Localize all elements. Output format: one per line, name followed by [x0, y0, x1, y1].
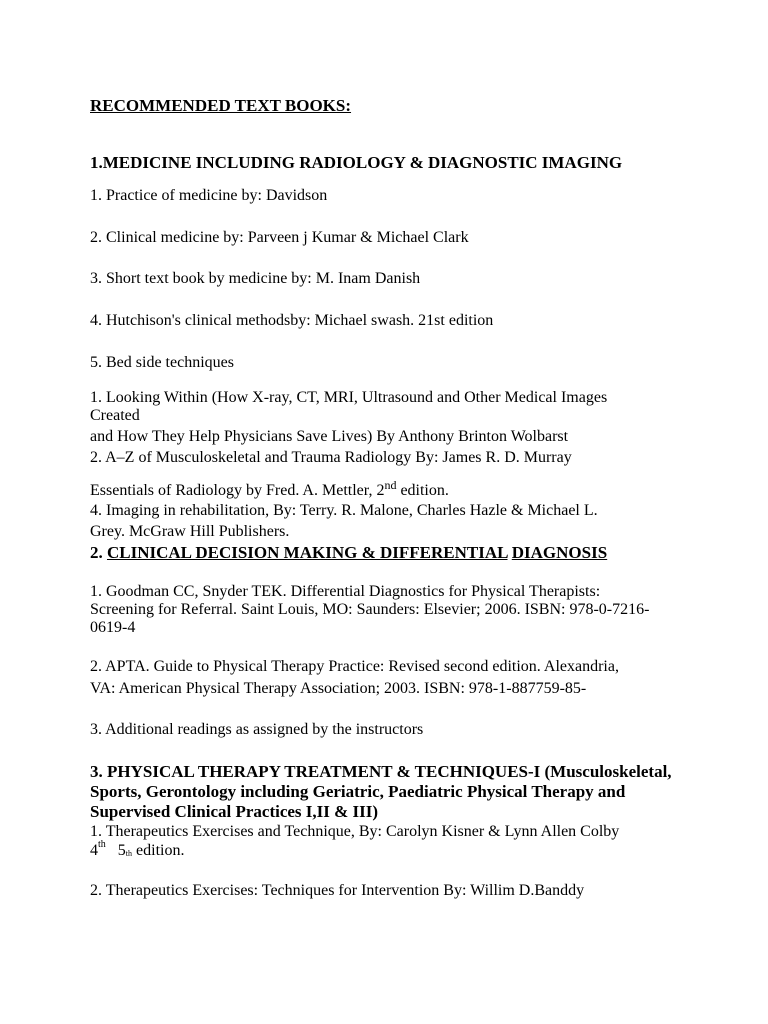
list-item: 2. Clinical medicine by: Parveen j Kumar & Michael Clark	[90, 229, 469, 246]
list-item: 2. APTA. Guide to Physical Therapy Practice: Revised second edition. Alexandria,	[90, 658, 619, 675]
list-item-continuation: 0619-4	[90, 619, 136, 636]
list-item: 1. Therapeutics Exercises and Technique, By: Carolyn Kisner & Lynn Allen Colby	[90, 823, 620, 840]
page-title: RECOMMENDED TEXT BOOKS:	[90, 96, 352, 115]
section-heading-pt-treatment: 3. PHYSICAL THERAPY TREATMENT & TECHNIQUES-I (Musculoskeletal,	[90, 762, 672, 781]
list-item: 1. Practice of medicine by: Davidson	[90, 187, 328, 204]
section-heading-medicine: 1.MEDICINE INCLUDING RADIOLOGY & DIAGNOSTIC IMAGING	[90, 153, 623, 172]
item-text: edition.	[396, 482, 449, 499]
list-item: 4. Imaging in rehabilitation, By: Terry. R. Malone, Charles Hazle & Michael L.	[90, 502, 598, 519]
list-item	[90, 478, 449, 501]
item-text: Essentials of Radiology by Fred. A. Mettler, 2	[90, 482, 385, 499]
list-item: 2. A–Z of Musculoskeletal and Trauma Radiology By: James R. D. Murray	[90, 449, 572, 466]
section-heading-clinical-decision	[90, 543, 607, 563]
item-text: 5	[117, 842, 126, 859]
list-item: 3. Additional readings as assigned by the instructors	[90, 721, 424, 738]
heading-text: DIAGNOSIS	[511, 543, 608, 562]
ordinal-suffix: nd	[384, 478, 397, 492]
list-item: 4. Hutchison's clinical methodsby: Michael swash. 21st edition	[90, 312, 494, 329]
list-item: 1. Goodman CC, Snyder TEK. Differential Diagnostics for Physical Therapists:	[90, 583, 601, 600]
ordinal-suffix: th	[98, 839, 106, 850]
list-item: 5. Bed side techniques	[90, 354, 234, 371]
item-text: 4	[90, 842, 98, 859]
list-item: 3. Short text book by medicine by: M. Inam Danish	[90, 270, 421, 287]
section-heading-pt-treatment-continuation: Sports, Gerontology including Geriatric, Paediatric Physical Therapy and	[90, 782, 626, 801]
ordinal-suffix: th	[125, 849, 133, 858]
list-item: 2. Therapeutics Exercises: Techniques for Intervention By: Willim D.Banddy	[90, 882, 585, 899]
list-item-continuation: Created	[90, 407, 140, 424]
item-text: edition.	[132, 842, 185, 859]
list-item-continuation: VA: American Physical Therapy Association; 2003. ISBN: 978-1-887759-85-	[90, 680, 587, 697]
heading-number: 2.	[90, 543, 107, 562]
list-item-continuation: Grey. McGraw Hill Publishers.	[90, 523, 290, 540]
list-item-continuation: and How They Help Physicians Save Lives) By Anthony Brinton Wolbarst	[90, 428, 569, 445]
heading-text: CLINICAL DECISION MAKING & DIFFERENTIAL	[107, 543, 508, 562]
list-item-continuation: Screening for Referral. Saint Louis, MO: Saunders: Elsevier; 2006. ISBN: 978-0-7216-	[90, 601, 650, 618]
section-heading-pt-treatment-continuation: Supervised Clinical Practices I,II & III)	[90, 802, 379, 821]
list-item: 1. Looking Within (How X-ray, CT, MRI, Ultrasound and Other Medical Images	[90, 389, 608, 406]
list-item-continuation	[90, 841, 184, 861]
